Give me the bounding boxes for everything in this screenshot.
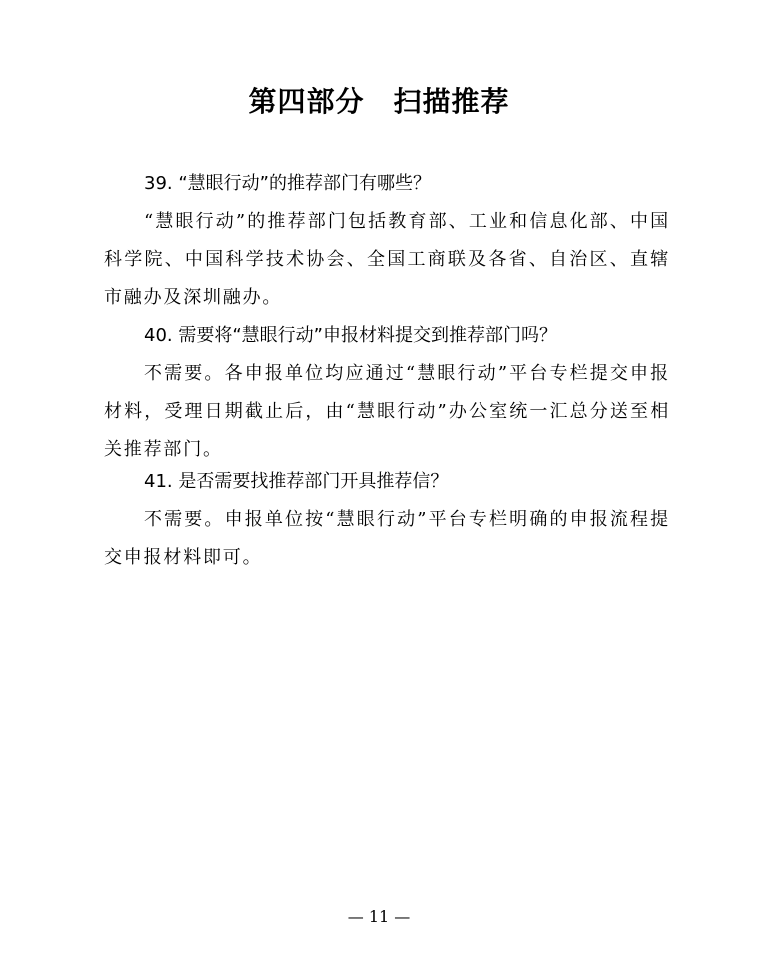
answer-40: 不需要。各申报单位均应通过“慧眼行动”平台专栏提交申报材料，受理日期截止后，由“慧眼行动”办公室统一汇总分送至相关推荐部门。 — [104, 363, 670, 460]
qa-item-39 — [104, 165, 670, 317]
answer-41: 不需要。申报单位按“慧眼行动”平台专栏明确的申报流程提交申报材料即可。 — [104, 509, 670, 568]
question-40: 40. 需要将“慧眼行动”申报材料提交到推荐部门吗？ — [144, 325, 557, 346]
qa-item-41 — [104, 463, 670, 577]
question-41: 41. 是否需要找推荐部门开具推荐信？ — [144, 471, 449, 492]
question-39: 39. “慧眼行动”的推荐部门有哪些？ — [144, 173, 431, 194]
qa-item-40 — [104, 317, 670, 469]
page-number: — 11 — — [347, 907, 411, 926]
answer-39: “慧眼行动”的推荐部门包括教育部、工业和信息化部、中国科学院、中国科学技术协会、全国工商联及各省、自治区、直辖市融办及深圳融办。 — [104, 211, 670, 308]
page-title: 第四部分 扫描推荐 — [248, 85, 510, 118]
